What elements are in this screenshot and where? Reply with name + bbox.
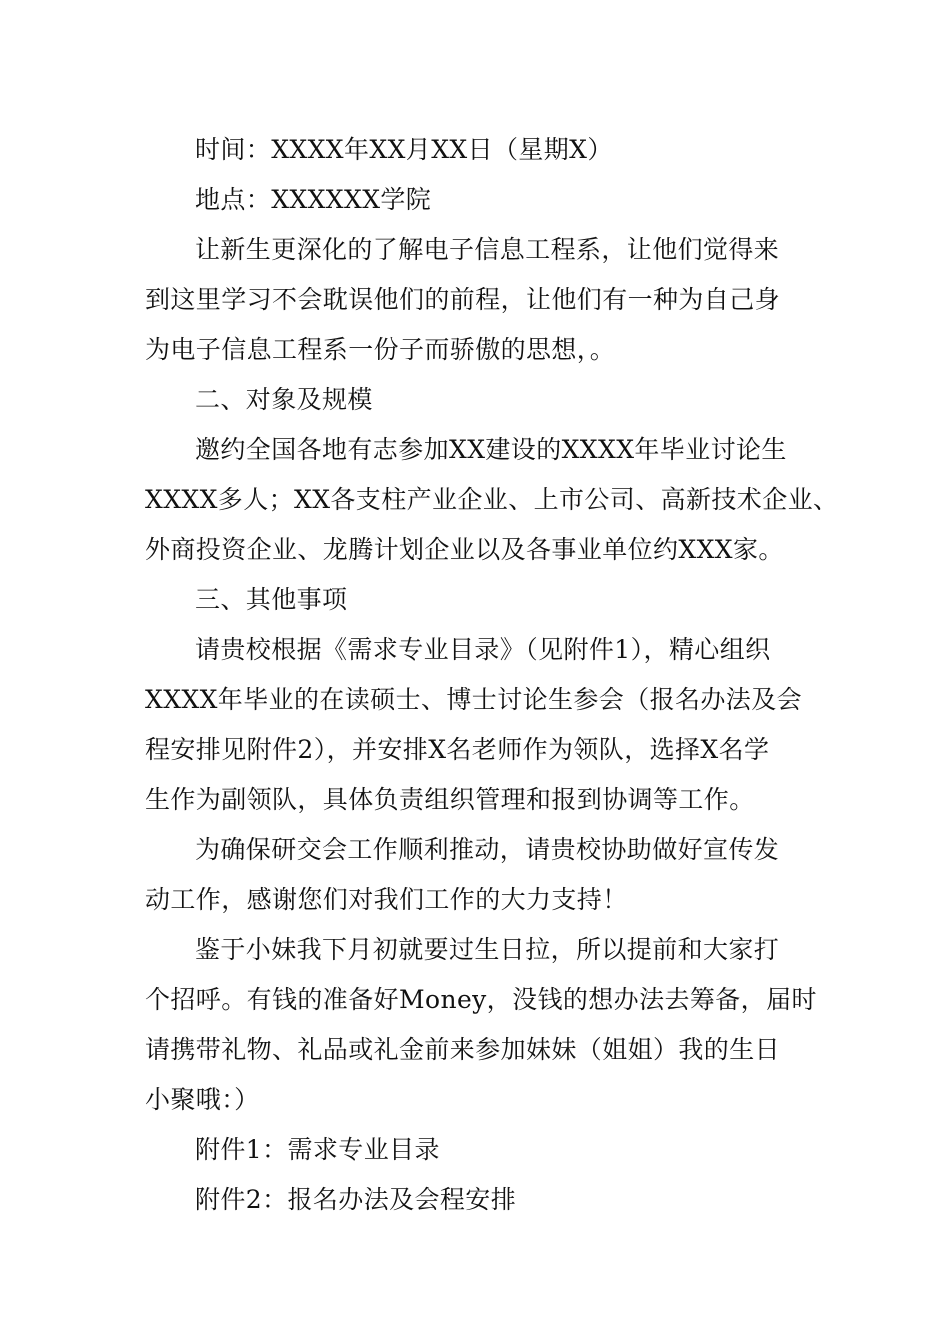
- paragraph-purpose-line-2: 到这里学习不会耽误他们的前程，让他们有一种为自己身: [145, 285, 781, 314]
- section-heading-3: 三、其他事项: [195, 585, 348, 614]
- time-line: 时间：XXXX年XX月XX日（星期X）: [195, 135, 613, 164]
- paragraph-birthday-line-3: 请携带礼物、礼品或礼金前来参加妹妹（姐姐）我的生日: [145, 1035, 781, 1064]
- attachment-2: 附件2：报名办法及会程安排: [195, 1185, 517, 1214]
- paragraph-matters-line-3: 程安排见附件2），并安排X名老师作为领队，选择X名学: [145, 735, 770, 764]
- paragraph-birthday-line-2: 个招呼。有钱的准备好Money，没钱的想办法去筹备，届时: [145, 985, 817, 1014]
- paragraph-scale-line-3: 外商投资企业、龙腾计划企业以及各事业单位约XXX家。: [145, 535, 784, 564]
- location-line: 地点：XXXXXX学院: [195, 185, 432, 214]
- attachment-1: 附件1：需求专业目录: [195, 1135, 440, 1164]
- paragraph-scale-line-1: 邀约全国各地有志参加XX建设的XXXX年毕业讨论生: [195, 435, 787, 464]
- section-heading-2: 二、对象及规模: [195, 385, 373, 414]
- paragraph-support-line-1: 为确保研交会工作顺利推动，请贵校协助做好宣传发: [195, 835, 780, 864]
- paragraph-scale-line-2: XXXX多人；XX各支柱产业企业、上市公司、高新技术企业、: [145, 485, 839, 514]
- paragraph-matters-line-2: XXXX年毕业的在读硕士、博士讨论生参会（报名办法及会: [145, 685, 802, 714]
- paragraph-birthday-line-4: 小聚哦：）: [145, 1085, 260, 1114]
- paragraph-purpose-line-3: 为电子信息工程系一份子而骄傲的思想，。: [145, 335, 616, 364]
- paragraph-matters-line-4: 生作为副领队，具体负责组织管理和报到协调等工作。: [145, 785, 755, 814]
- paragraph-matters-line-1: 请贵校根据《需求专业目录》（见附件1），精心组织: [195, 635, 771, 664]
- paragraph-support-line-2: 动工作，感谢您们对我们工作的大力支持！: [145, 885, 628, 914]
- paragraph-purpose-line-1: 让新生更深化的了解电子信息工程系，让他们觉得来: [195, 235, 780, 264]
- paragraph-birthday-line-1: 鉴于小妹我下月初就要过生日拉，所以提前和大家打: [195, 935, 780, 964]
